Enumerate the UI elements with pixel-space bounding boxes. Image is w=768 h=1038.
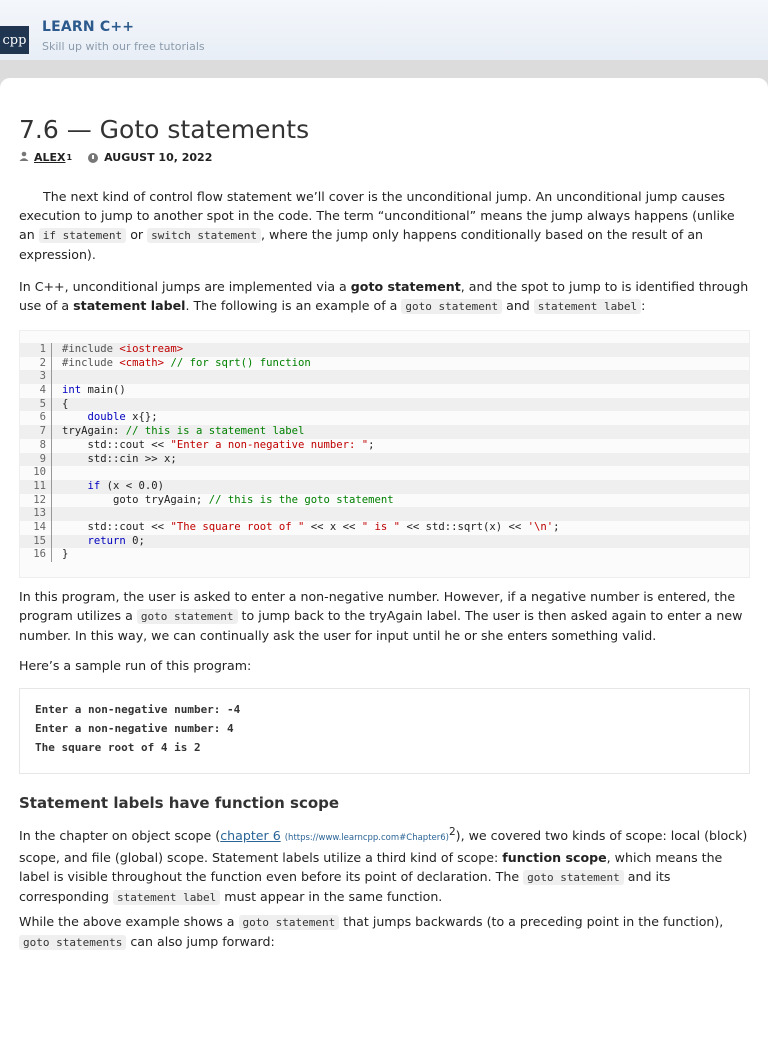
site-header <box>0 0 768 60</box>
code-text: int main() <box>62 384 126 397</box>
output-line: The square root of 4 is 2 <box>35 741 201 754</box>
code-text: goto tryAgain; // this is the goto statement <box>62 493 394 506</box>
inline-code: goto statement <box>401 299 502 314</box>
code-line <box>20 480 749 494</box>
code-line <box>20 466 749 480</box>
code-line <box>20 507 749 521</box>
code-line <box>20 370 749 384</box>
inline-code: switch statement <box>147 228 261 243</box>
author-footnote[interactable]: 1 <box>66 153 73 162</box>
inline-code: if statement <box>39 228 126 243</box>
code-text: std::cout << "Enter a non-negative number: "; <box>62 438 375 451</box>
line-number: 14 <box>20 521 52 535</box>
code-line <box>20 453 749 467</box>
line-number: 9 <box>20 453 52 467</box>
line-number: 3 <box>20 370 52 384</box>
code-line <box>20 439 749 453</box>
inline-code: goto statements <box>19 935 126 950</box>
code-line <box>20 494 749 508</box>
author-link[interactable]: ALEX <box>34 151 66 164</box>
section-heading: Statement labels have function scope <box>19 794 340 812</box>
line-number: 8 <box>20 439 52 453</box>
line-number: 11 <box>20 480 52 494</box>
output-line: Enter a non-negative number: -4 <box>35 703 241 716</box>
line-number: 15 <box>20 535 52 549</box>
code-line <box>20 535 749 549</box>
inline-code: statement label <box>113 890 220 905</box>
article-meta <box>19 151 212 164</box>
inline-code: goto statement <box>239 915 340 930</box>
code-line <box>20 384 749 398</box>
line-number: 13 <box>20 507 52 521</box>
line-number: 16 <box>20 548 52 562</box>
code-example[interactable] <box>19 330 750 578</box>
output-line: Enter a non-negative number: 4 <box>35 722 234 735</box>
code-line <box>20 357 749 371</box>
code-lines <box>20 343 749 562</box>
chapter-6-url[interactable]: (https://www.learncpp.com#Chapter6) <box>284 833 449 844</box>
code-text: if (x < 0.0) <box>87 479 165 492</box>
paragraph-function-scope: In the chapter on object scope (chapter 6 (https://www.learncpp.com#Chapter6)$^2$), we covered two kinds of scope: local (block) scope, and file (global) scope. Statement labels utilize a third kind of scope: function scope, which means the label is visible throughout the function even before its point of declaration. The goto statement and its corresponding statement label must appear in the same function. <box>19 826 748 905</box>
code-text: return 0; <box>87 534 145 547</box>
code-text: #include <cmath> // for sqrt() function <box>62 356 311 369</box>
code-text: { <box>62 397 69 410</box>
code-line <box>20 425 749 439</box>
clock-icon <box>88 153 98 163</box>
line-number: 10 <box>20 466 52 480</box>
code-text: double x{}; <box>87 411 158 424</box>
line-number: 2 <box>20 357 52 371</box>
inline-code: goto statement <box>523 870 624 885</box>
line-number: 12 <box>20 494 52 508</box>
code-line <box>20 521 749 535</box>
code-line <box>20 411 749 425</box>
line-number: 6 <box>20 411 52 425</box>
code-text: tryAgain: // this is a statement label <box>62 425 305 438</box>
chapter-6-link[interactable]: chapter 6 <box>220 828 281 844</box>
code-line <box>20 548 749 562</box>
code-text: #include <iostream> <box>62 343 184 355</box>
site-title[interactable]: LEARN C++ <box>42 19 135 35</box>
user-icon <box>19 151 29 164</box>
paragraph-jump-forward: While the above example shows a goto statement that jumps backwards (to a preceding point in the function), goto statements can also jump forward: <box>19 914 724 949</box>
paragraph-program-explanation: In this program, the user is asked to enter a non-negative number. However, if a negative number is entered, the program utilizes a goto statement to jump back to the tryAgain label. The user is then asked again to enter a new number. In this way, we can continually ask the user for input until he or she enters something valid. <box>19 589 743 643</box>
line-number: 7 <box>20 425 52 439</box>
paragraph-intro: The next kind of control flow statement we’ll cover is the unconditional jump. An unconditional jump causes execution to jump to another spot in the code. The term “unconditional” means the jump always happens (unlike an if statement or switch statement , where the jump only happens conditionally based on the result of an expression). <box>19 189 735 262</box>
inline-code: goto statement <box>137 609 238 624</box>
site-logo[interactable]: cpp <box>0 26 29 54</box>
inline-code: statement label <box>534 299 641 314</box>
site-tagline: Skill up with our free tutorials <box>42 40 205 53</box>
code-text: } <box>62 548 69 561</box>
publish-date: AUGUST 10, 2022 <box>104 151 213 164</box>
footnote-ref[interactable]: 2 <box>448 826 456 838</box>
code-text: std::cout << "The square root of " << x << " is " << std::sqrt(x) << '\n'; <box>62 520 560 533</box>
line-number: 1 <box>20 343 52 357</box>
code-line <box>20 398 749 412</box>
paragraph-goto-intro: In C++, unconditional jumps are implemented via a goto statement, and the spot to jump to is identified through use of a statement label. The following is an example of a goto statement and statement label : <box>19 279 749 313</box>
code-line <box>20 343 749 357</box>
line-number: 4 <box>20 384 52 398</box>
output-example[interactable] <box>19 688 750 774</box>
code-text: std::cin >> x; <box>62 452 177 465</box>
page-title: 7.6 — Goto statements <box>19 115 310 144</box>
line-number: 5 <box>20 398 52 412</box>
paragraph-sample-run: Here’s a sample run of this program: <box>19 658 252 673</box>
